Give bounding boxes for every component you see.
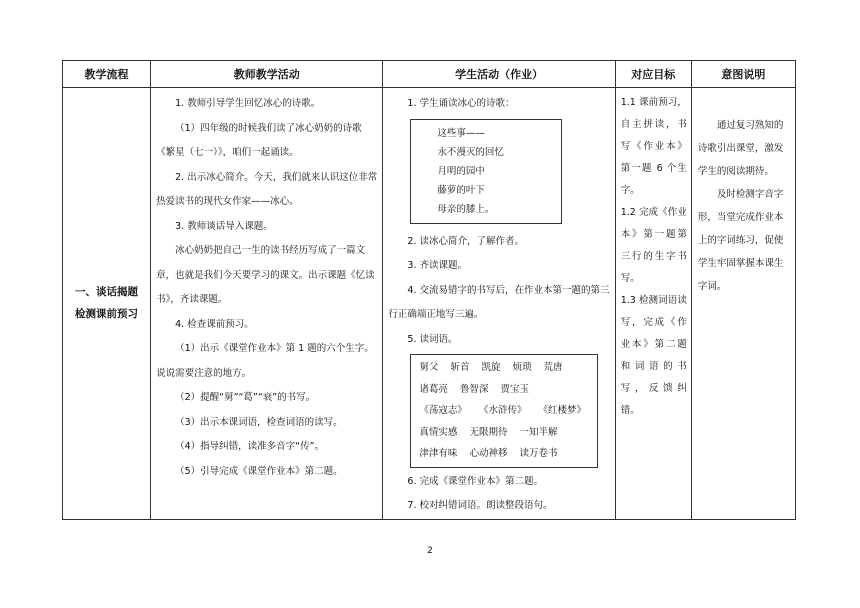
teacher-step: （3）出示本课词语，检查词语的读写。 [175,416,343,428]
words-row [419,422,592,444]
intent-item: 通过复习熟知的诗歌引出课堂，激发学生的阅读期待。 [697,120,784,177]
word: 读万卷书 [519,448,558,459]
goal-item: 1.3 检测词语读写，完成《作业本》第二题和词语的书写，反馈纠错。 [620,295,687,416]
student-item-1: 1. 学生诵读冰心的诗歌： [407,98,515,109]
flow-line-1: 一、谈话揭题 [75,286,139,299]
poem-line: 月明的园中 [437,165,485,177]
words-row [419,400,592,422]
word: 烦琐 [512,362,532,373]
word: 鲁智深 [459,383,489,395]
page-number: 2 [427,546,433,556]
goal-item: 1.2 完成《作业本》第一题第三行的生字书写。 [620,207,687,284]
student-item-3: 3. 齐读课题。 [407,260,468,271]
teacher-step: 3. 教师谈话导入课题。 [175,220,273,232]
poem-line: 永不漫灭的回忆 [437,146,504,158]
flow-line-2: 检测课前预习 [75,308,139,321]
header-goal: 对应目标 [615,61,691,88]
header-student: 学生活动（作业） [383,61,615,88]
poem-box [410,119,562,224]
word: 凯旋 [481,362,501,373]
word: 舅父 [419,362,439,373]
word: 《荡寇志》 [419,405,467,416]
word: 荒唐 [543,362,563,373]
student-item-7: 7. 校对纠错词语。朗读整段语句。 [407,500,553,511]
teacher-step: （1）出示《课堂作业本》第 1 题的六个生字。说说需要注意的地方。 [156,343,374,379]
word: 一知半解 [519,426,558,438]
student-item-2: 2. 读冰心简介，了解作者。 [407,235,525,247]
teacher-step: 1. 教师引导学生回忆冰心的诗歌。 [175,98,321,109]
words-row [419,443,592,465]
word: 《水浒传》 [478,405,527,416]
word: 津津有味 [419,448,458,459]
lesson-plan-table [62,60,796,520]
words-box [410,354,597,468]
content-row [63,88,796,520]
header-row [63,61,796,88]
header-intent: 意图说明 [691,61,795,88]
intent-cell [691,88,795,520]
word: 真情实感 [419,426,458,438]
teacher-step: （2）提醒“舅”“葛”“衰”的书写。 [175,392,316,403]
teacher-step: （5）引导完成《课堂作业本》第二题。 [175,465,343,477]
goal-cell [615,88,691,520]
poem-line: 藤萝的叶下 [437,184,485,196]
words-row [419,379,592,401]
student-cell [383,88,615,520]
word: 斩首 [450,362,470,373]
teacher-step: 4. 检查课前预习。 [175,318,254,330]
student-item-5: 5. 读词语。 [407,333,458,345]
words-row [419,357,592,379]
word: 诸葛亮 [419,383,448,395]
goal-item: 1.1 课前预习，自主拼读，书写《作业本》第一题 6 个生字。 [620,97,687,196]
word: 心动神移 [469,448,508,459]
student-item-6: 6. 完成《课堂作业本》第二题。 [407,475,544,487]
teacher-step: （1）四年级的时候我们读了冰心奶奶的诗歌《繁星（七一）》，咱们一起诵读。 [156,122,362,158]
student-item-4: 4. 交流易错字的书写后，在作业本第一题的第三行正确端正地写三遍。 [388,284,610,320]
teacher-step: 冰心奶奶把自己一生的读书经历写成了一篇文章，也就是我们今天要学习的课文。出示课题《忆读书》，齐读课题。 [156,245,375,305]
word: 贾宝玉 [500,383,529,395]
header-flow: 教学流程 [63,61,151,88]
poem-line: 这些事—— [437,127,485,139]
header-teacher: 教师教学活动 [151,61,383,88]
word: 无限期待 [469,426,508,438]
teacher-step: （4）指导纠错，读准多音字“传”。 [175,441,324,452]
word: 《红楼梦》 [538,405,586,416]
flow-cell [63,88,151,520]
poem-line: 母亲的膝上。 [437,203,495,215]
teacher-cell [151,88,383,520]
teacher-step: 2. 出示冰心简介。今天，我们就来认识这位非常热爱读书的现代女作家——冰心。 [156,171,378,207]
intent-item: 及时检测字音字形，当堂完成作业本上的字词练习，促使 学生牢固掌握本课生字词。 [697,189,784,292]
